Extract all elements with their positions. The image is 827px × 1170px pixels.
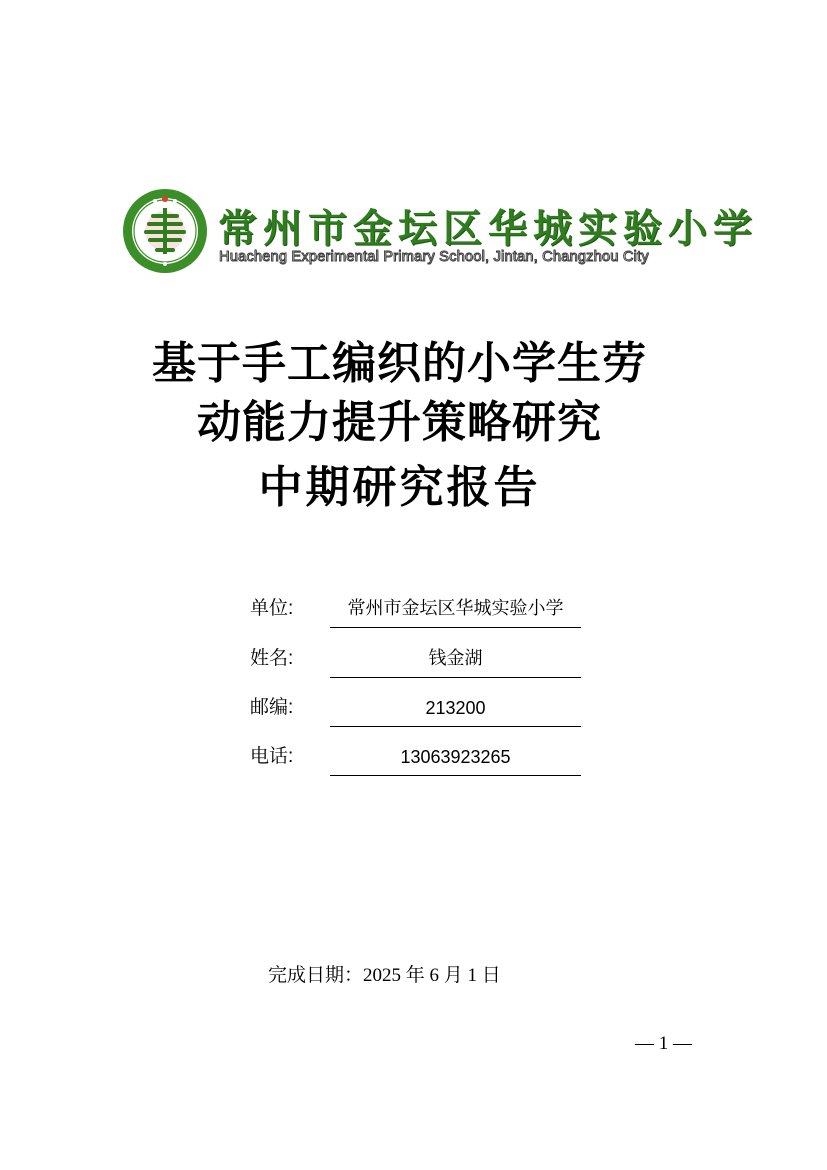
report-title-line-1: 基于手工编织的小学生劳 bbox=[152, 338, 647, 389]
phone-underline bbox=[330, 775, 581, 776]
page-number: — 1 — bbox=[635, 1033, 692, 1054]
zip-label: 邮编: bbox=[250, 697, 294, 718]
name-label: 姓名: bbox=[250, 648, 294, 669]
zip-value: 213200 bbox=[425, 698, 486, 718]
unit-value: 常州市金坛区华城实验小学 bbox=[347, 598, 564, 619]
completion-date: 完成日期：2025 年 6 月 1 日 bbox=[268, 965, 501, 986]
info-row-name bbox=[250, 644, 582, 678]
school-name-chinese: 常州市金坛区华城实验小学 bbox=[218, 206, 759, 252]
school-name-english: Huacheng Experimental Primary School, Jintan, Changzhou City bbox=[219, 249, 649, 265]
info-row-phone bbox=[250, 742, 582, 776]
report-title-line-2: 动能力提升策略研究 bbox=[197, 397, 602, 448]
school-logo-header bbox=[122, 188, 759, 278]
unit-underline bbox=[330, 627, 581, 628]
name-underline bbox=[330, 677, 581, 678]
phone-value: 13063923265 bbox=[400, 747, 511, 767]
info-row-zip bbox=[250, 693, 582, 727]
phone-label: 电话: bbox=[250, 746, 294, 767]
zip-underline bbox=[330, 726, 581, 727]
report-title-line-3: 中期研究报告 bbox=[258, 462, 541, 513]
name-value: 钱金湖 bbox=[428, 648, 483, 669]
info-row-unit bbox=[250, 594, 582, 628]
school-emblem-icon bbox=[122, 188, 208, 274]
unit-label: 单位: bbox=[250, 598, 294, 619]
